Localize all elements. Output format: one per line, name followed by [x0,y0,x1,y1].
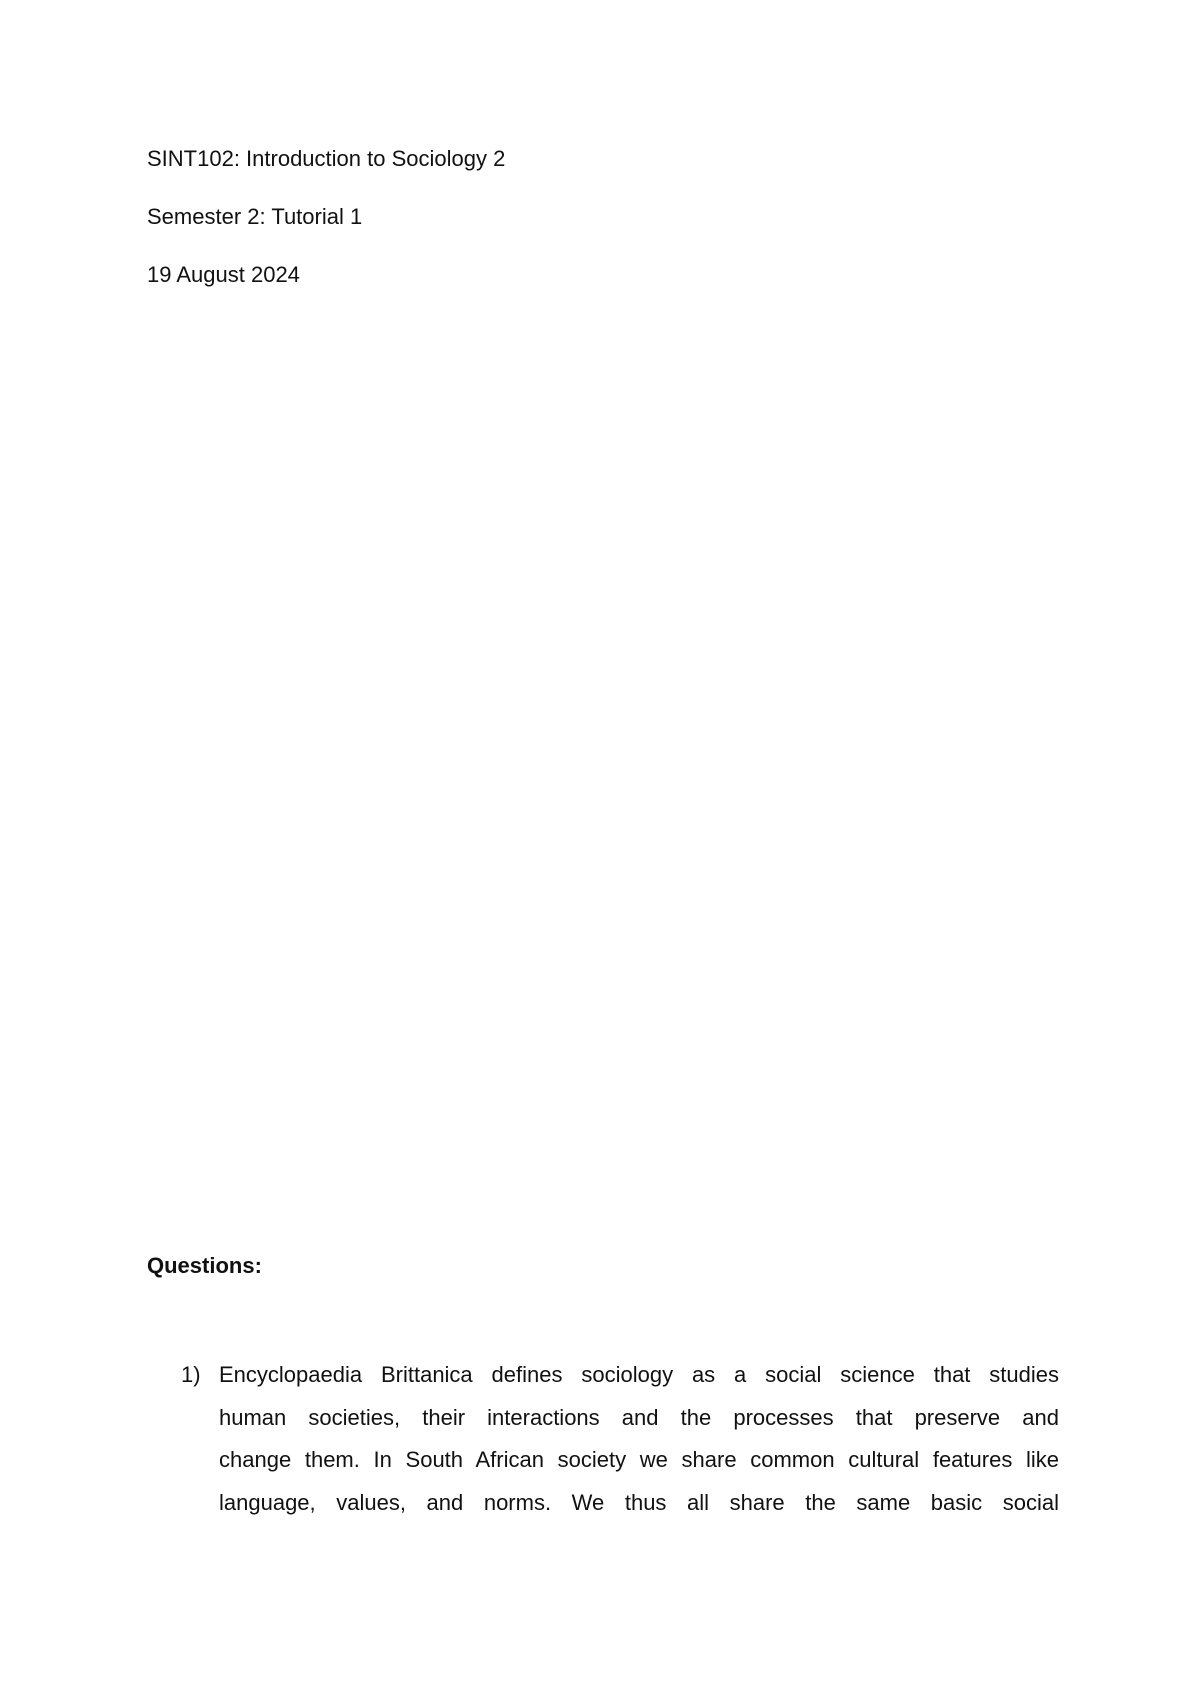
semester-tutorial-line: Semester 2: Tutorial 1 [147,204,363,229]
questions-heading: Questions: [147,1253,262,1278]
question-text-line: language, values, and norms. We thus all share the same basic social [219,1489,1059,1515]
question-text [219,1361,1059,1531]
document-date: 19 August 2024 [147,262,300,287]
question-number: 1) [181,1362,201,1387]
question-text-line: Encyclopaedia Brittanica defines sociology as a social science that studies [219,1362,1059,1387]
question-text-line: change them. In South African society we share common cultural features like [219,1447,1059,1472]
question-text-line: human societies, their interactions and the processes that preserve and [219,1404,1059,1430]
course-title: SINT102: Introduction to Sociology 2 [147,146,506,171]
